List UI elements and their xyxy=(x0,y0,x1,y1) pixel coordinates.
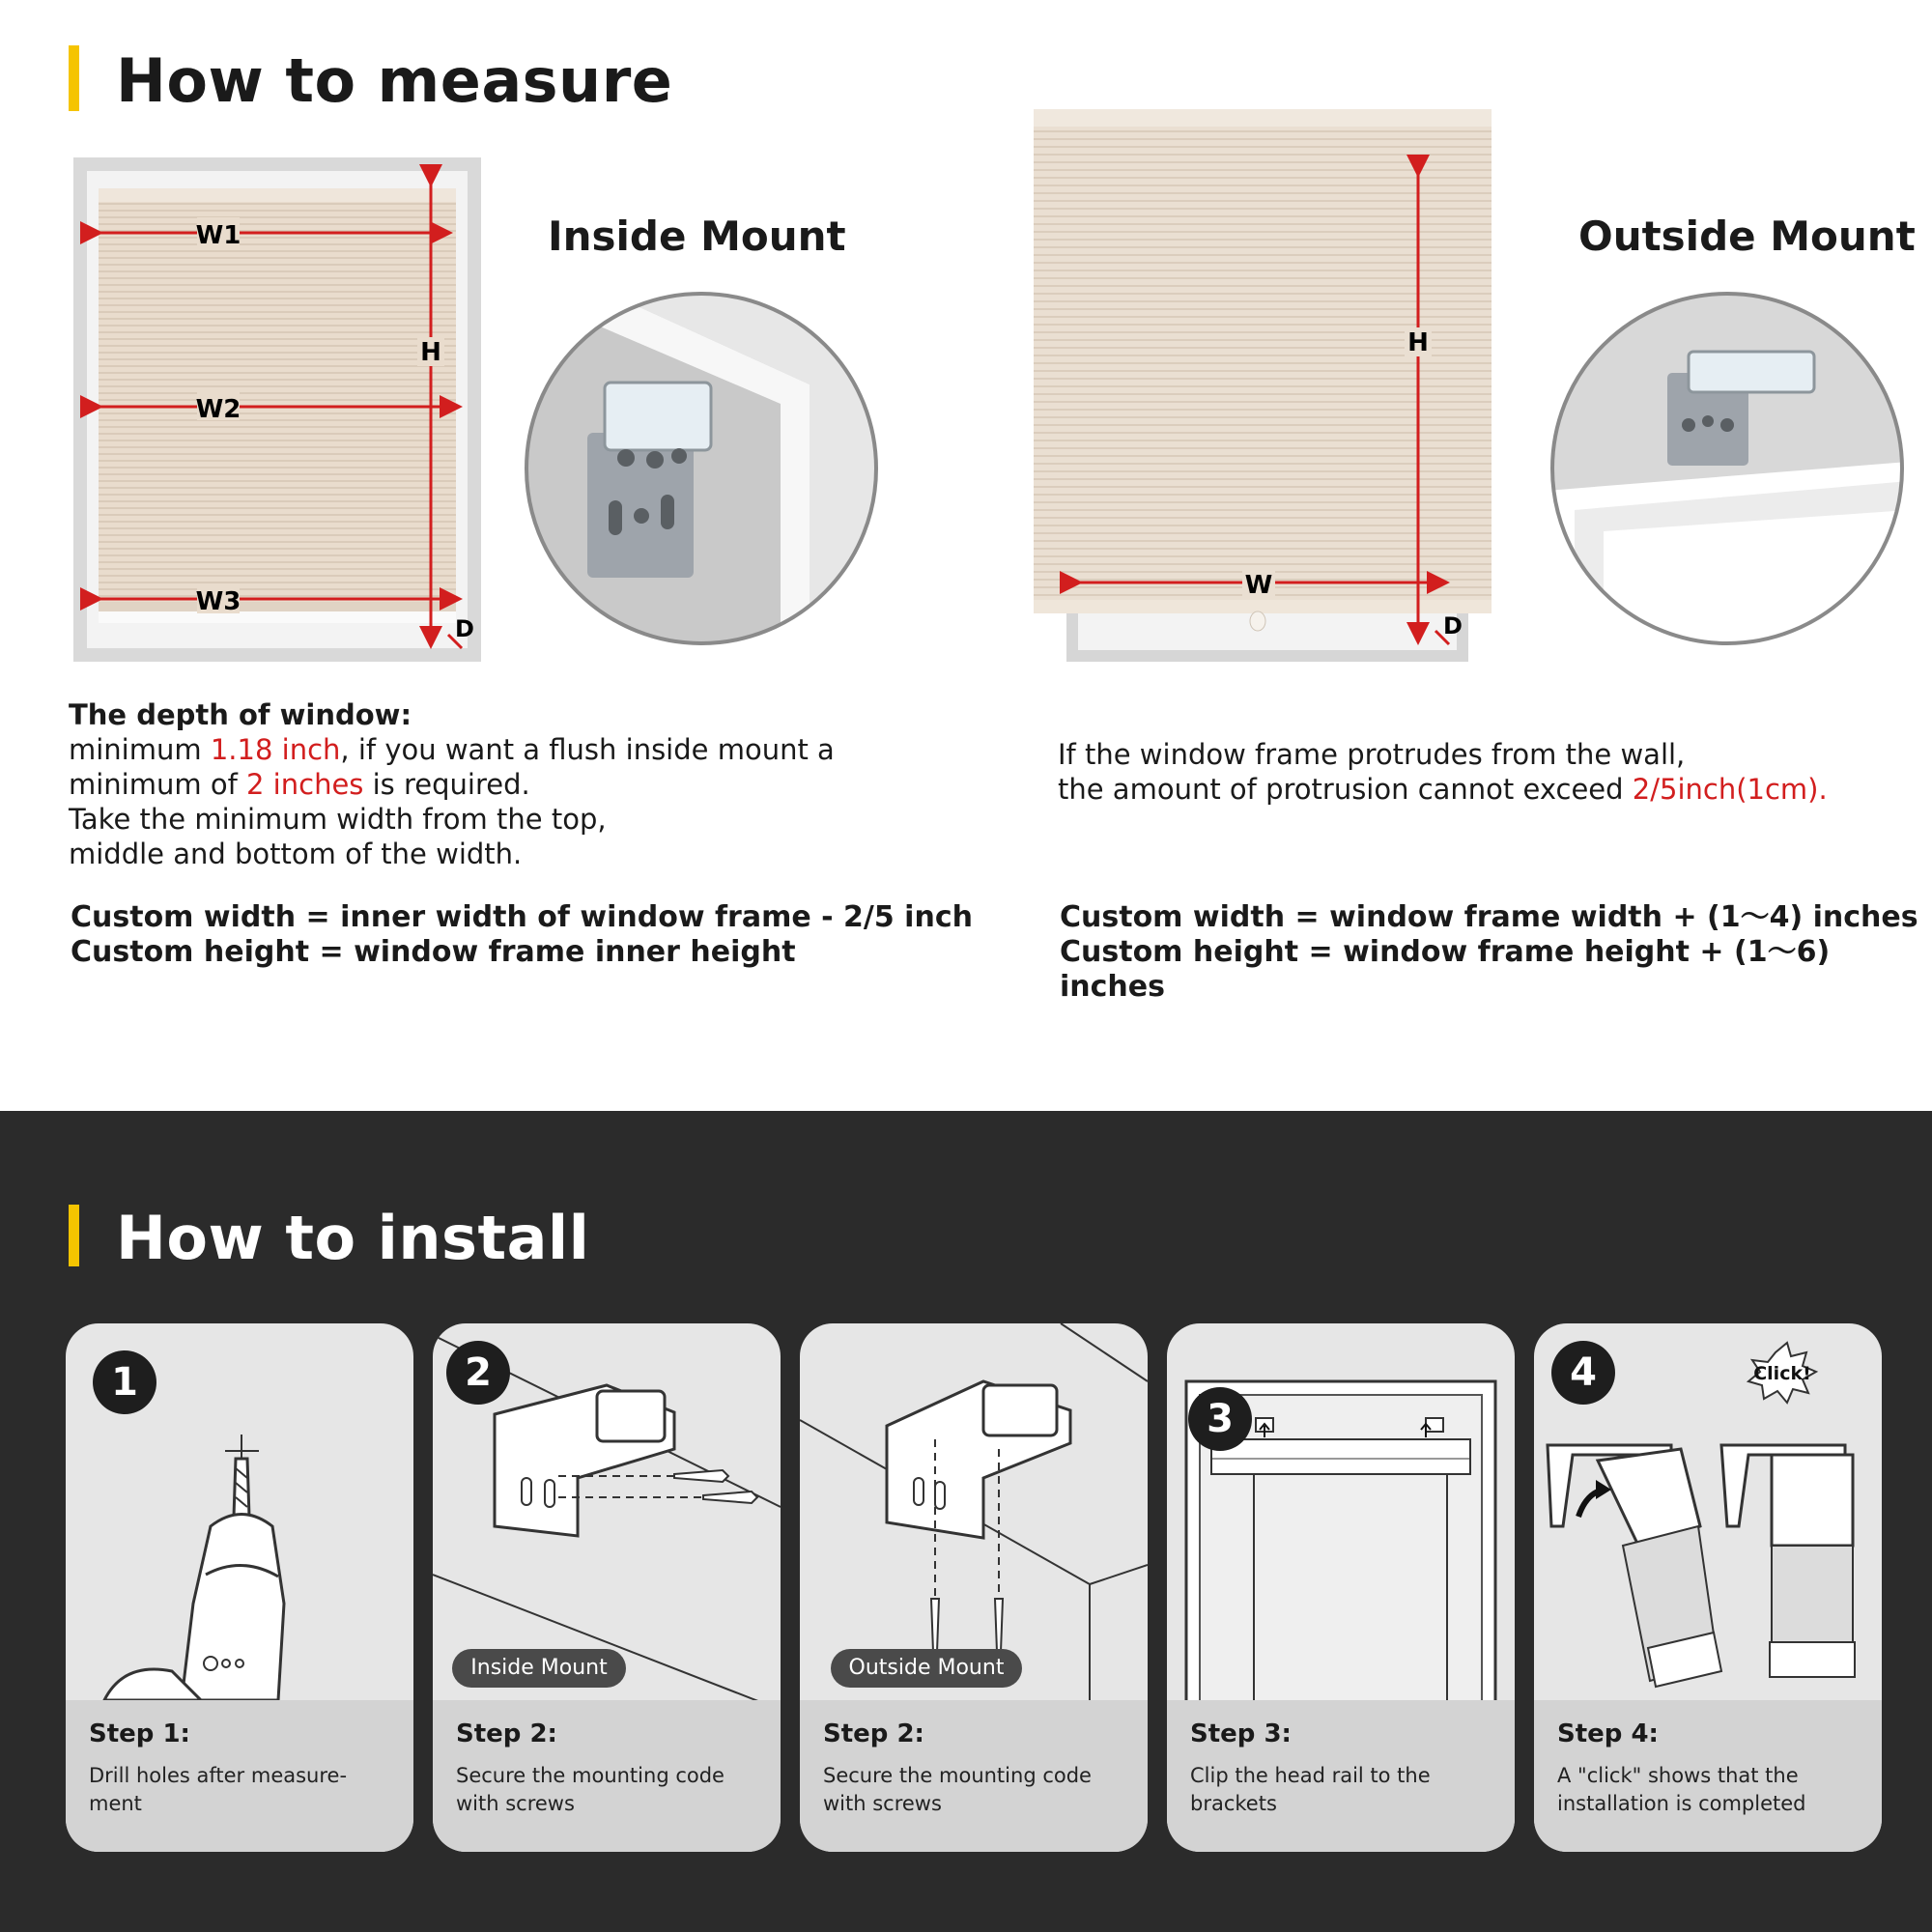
label-w1: W1 xyxy=(195,221,242,250)
step-title: Step 2: xyxy=(823,1719,924,1748)
outside-bracket-screw-illustration xyxy=(800,1323,1148,1700)
screw-icon xyxy=(995,1599,1003,1652)
install-section-title: How to install xyxy=(116,1203,590,1273)
step-title: Step 4: xyxy=(1557,1719,1659,1748)
inside-mount-bracket-closeup xyxy=(520,288,883,649)
install-step-card-4 xyxy=(1167,1323,1515,1852)
step-description: Drill holes after measure-ment xyxy=(89,1764,348,1815)
head-rail-icon xyxy=(1211,1439,1470,1474)
depth-line-1: minimum 1.18 inch, if you want a flush inside mount a xyxy=(69,733,835,766)
depth-line-4: middle and bottom of the width. xyxy=(69,838,523,870)
label-h: H xyxy=(420,338,441,367)
inside-mount-window-diagram xyxy=(73,157,483,664)
outside-mount-window-diagram xyxy=(1034,109,1497,664)
measure-title-accent-bar xyxy=(69,45,79,111)
inside-formula-width: Custom width = inner width of window frame - 2/5 inch xyxy=(71,900,973,934)
step-badge-1: 1 xyxy=(93,1350,156,1414)
depth-heading: The depth of window: xyxy=(69,698,412,731)
step-title: Step 3: xyxy=(1190,1719,1292,1748)
label-w2: W2 xyxy=(195,395,242,424)
outside-mount-pill: Outside Mount xyxy=(831,1649,1022,1688)
step-title: Step 1: xyxy=(89,1719,190,1748)
install-step-card-3 xyxy=(800,1323,1148,1852)
step-title: Step 2: xyxy=(456,1719,557,1748)
install-step-card-1 xyxy=(66,1323,413,1852)
inside-depth-notes xyxy=(69,697,835,871)
screw-icon xyxy=(931,1599,939,1652)
outside-formula-height: Custom height = window frame height + (1～6) inches xyxy=(1060,935,1831,1004)
outside-formula-width: Custom width = window frame width + (1～4) inches xyxy=(1060,900,1918,934)
step-description: Secure the mounting code with screws xyxy=(456,1764,724,1815)
depth-line-2: minimum of 2 inches is required. xyxy=(69,768,530,801)
step-description: Clip the head rail to the brackets xyxy=(1190,1764,1431,1815)
outside-label-d: D xyxy=(1443,612,1463,639)
outside-label-w: W xyxy=(1244,571,1273,600)
step-description: A "click" shows that the installation is completed xyxy=(1557,1764,1806,1815)
inside-mount-title: Inside Mount xyxy=(548,213,846,260)
protrusion-line-2: the amount of protrusion cannot exceed 2/5inch(1cm). xyxy=(1058,773,1828,806)
label-d: D xyxy=(455,615,474,642)
step-badge-3: 3 xyxy=(1188,1387,1252,1451)
drill-body-icon xyxy=(182,1515,284,1701)
step-badge-2: 2 xyxy=(446,1341,510,1405)
label-w3: W3 xyxy=(195,587,242,616)
install-title-accent-bar xyxy=(69,1205,79,1266)
inside-formulas xyxy=(71,900,973,970)
head-rail-clip-illustration xyxy=(1167,1323,1515,1700)
outside-bracket-clip-icon xyxy=(1689,352,1814,392)
install-step-card-4b xyxy=(1534,1323,1882,1852)
measure-section-title: How to measure xyxy=(116,45,673,116)
outside-mount-bracket-closeup xyxy=(1546,288,1909,649)
bracket-clip-icon xyxy=(605,383,711,450)
outside-mount-title: Outside Mount xyxy=(1578,213,1916,260)
outside-formulas xyxy=(1060,900,1932,1005)
outside-shade-fabric xyxy=(1034,109,1492,611)
inside-formula-height: Custom height = window frame inner height xyxy=(71,935,796,969)
install-step-card-2 xyxy=(433,1323,781,1852)
click-label: Click! xyxy=(1753,1363,1811,1384)
depth-line-3: Take the minimum width from the top, xyxy=(69,803,607,836)
step-description: Secure the mounting code with screws xyxy=(823,1764,1092,1815)
screw-icon xyxy=(703,1492,757,1503)
outside-protrusion-notes xyxy=(1058,737,1828,807)
protrusion-line-1: If the window frame protrudes from the wall, xyxy=(1058,738,1686,771)
outside-label-h: H xyxy=(1407,328,1429,357)
inside-mount-pill: Inside Mount xyxy=(452,1649,626,1688)
inside-shade-fabric xyxy=(99,188,456,610)
screw-icon xyxy=(674,1470,728,1482)
step-badge-4: 4 xyxy=(1551,1341,1615,1405)
